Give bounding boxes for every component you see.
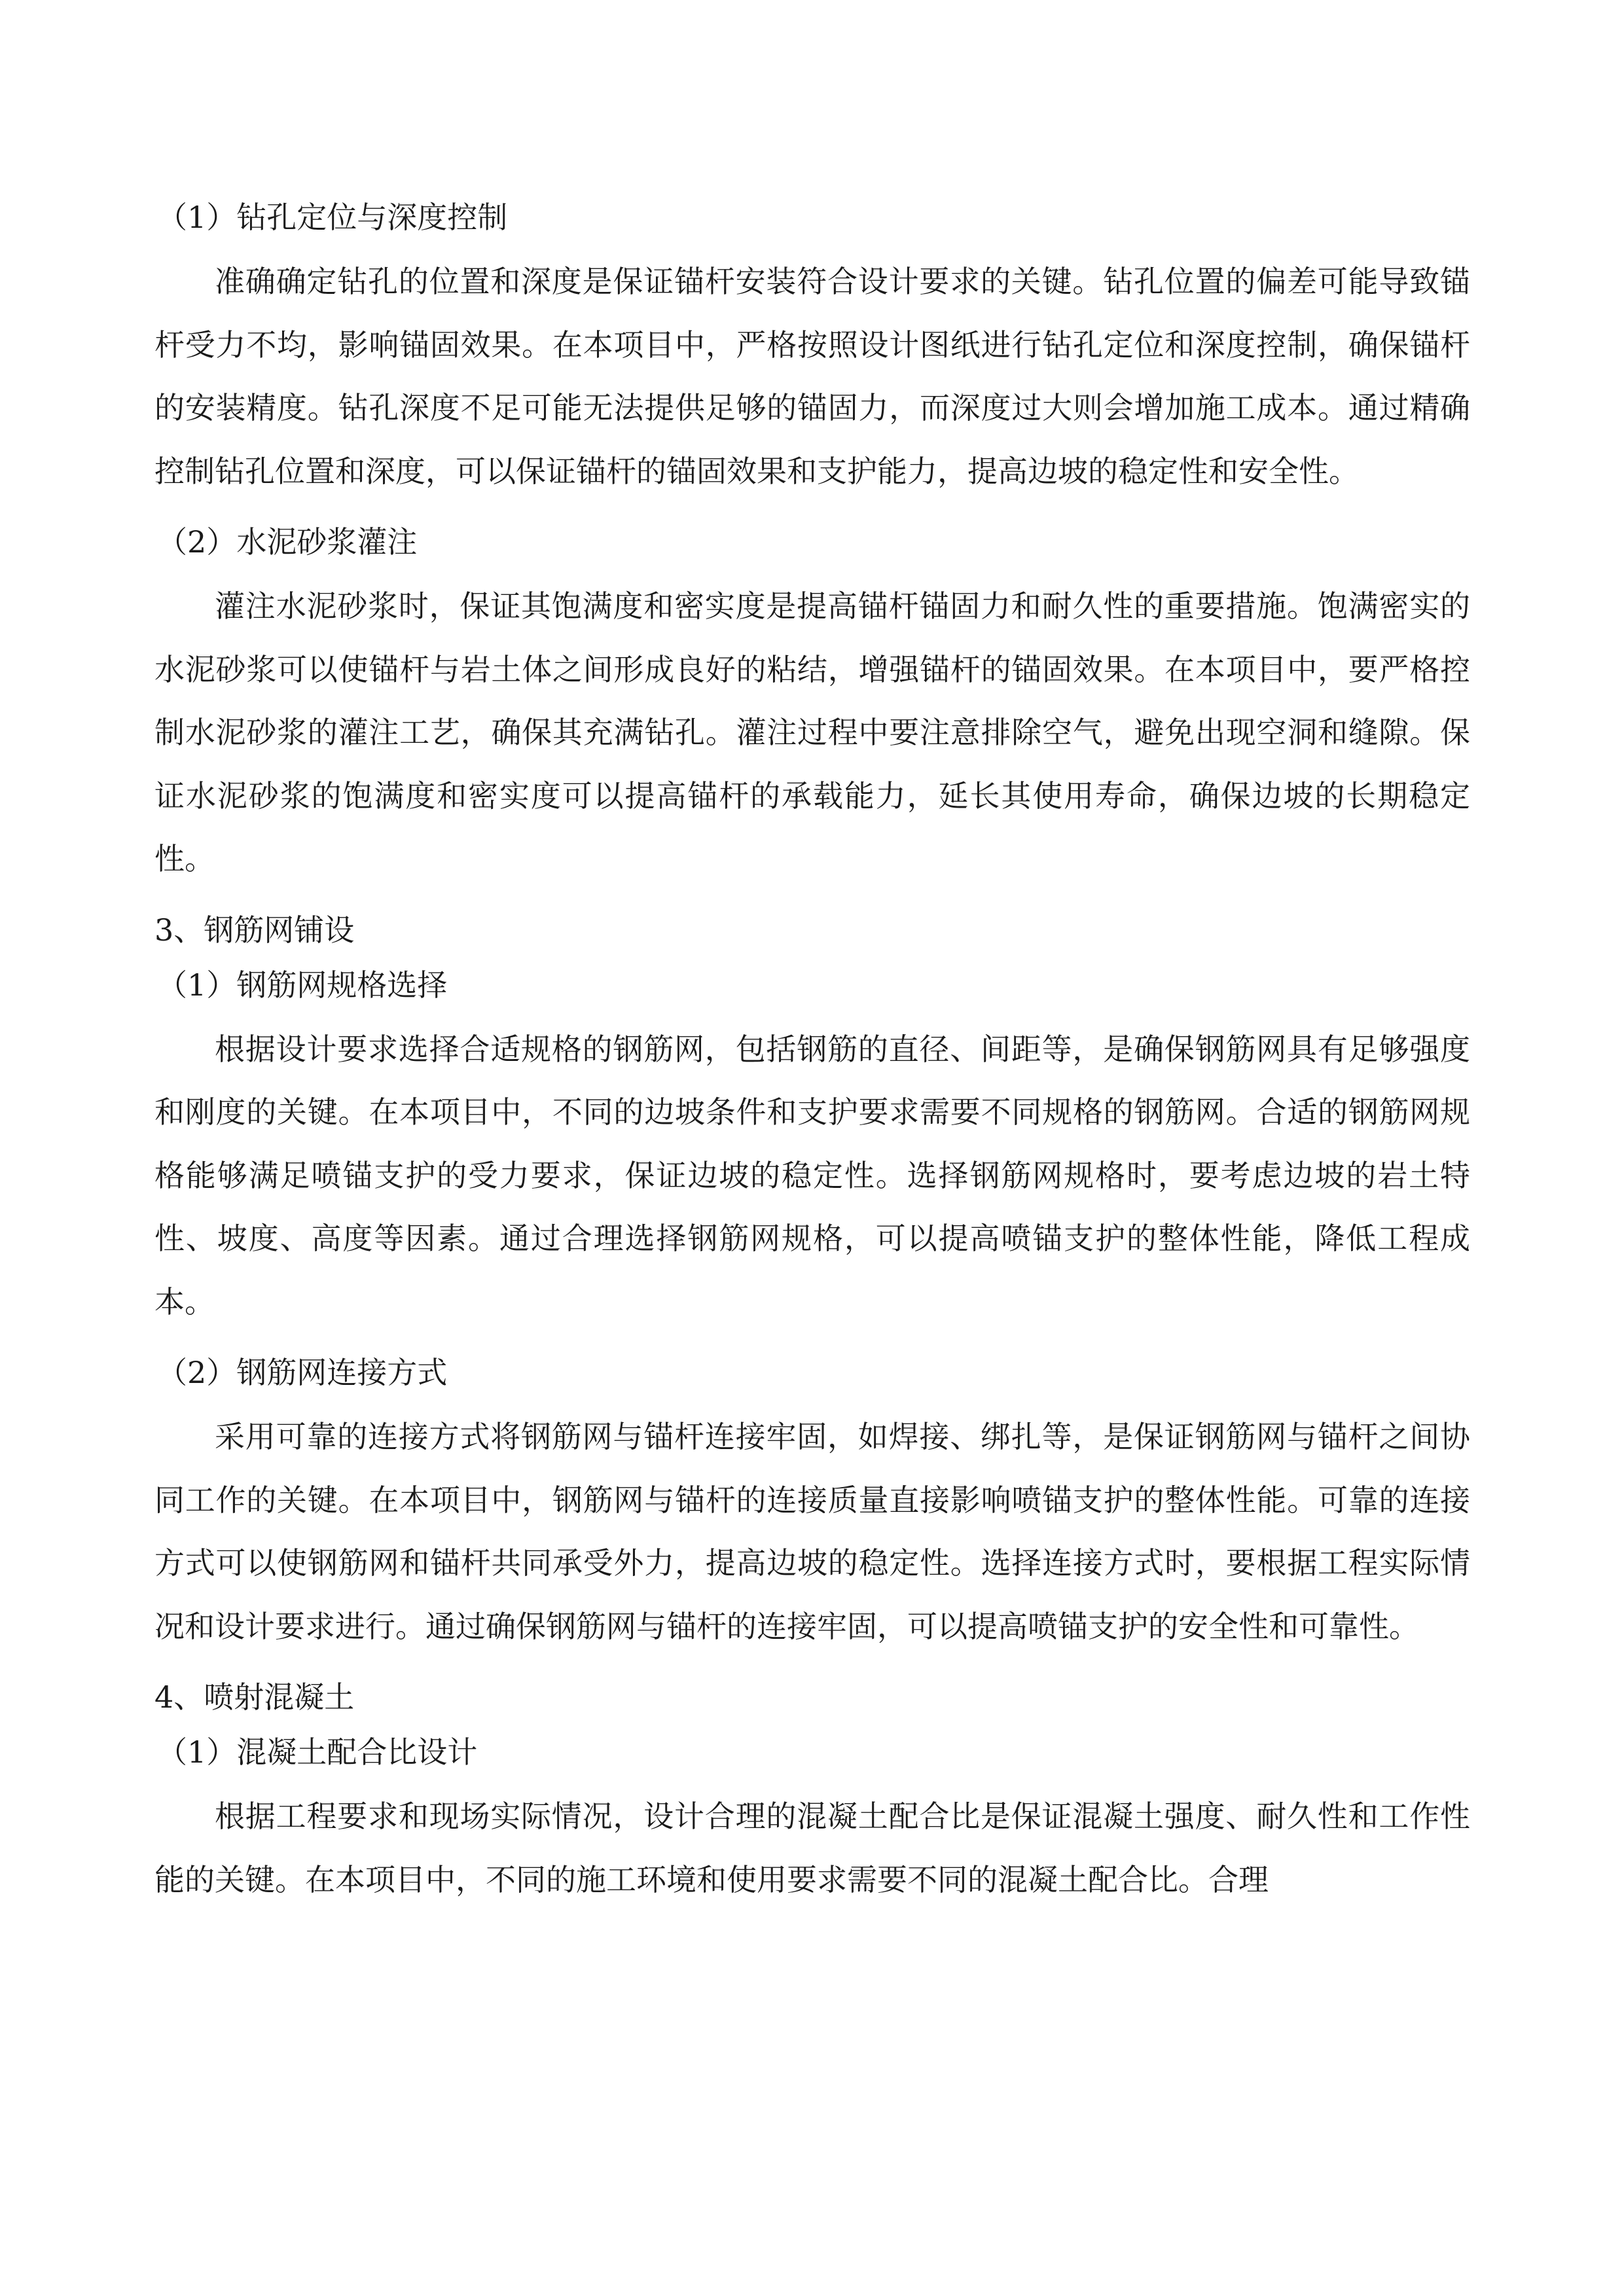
section-heading-grouting: （2）水泥砂浆灌注 [157, 524, 418, 560]
document-body [154, 194, 1470, 1911]
paragraph-mix-design: 根据工程要求和现场实际情况，设计合理的混凝土配合比是保证混凝土强度、耐久性和工作性能的关键。在本项目中，不同的施工环境和使用要求需要不同的混凝土配合比。合理 [154, 1799, 1470, 1897]
paragraph-grouting: 灌注水泥砂浆时，保证其饱满度和密实度是提高锚杆锚固力和耐久性的重要措施。饱满密实的水泥砂浆可以使锚杆与岩土体之间形成良好的粘结，增强锚杆的锚固效果。在本项目中，要严格控制水泥砂浆的灌注工艺，确保其充满钻孔。灌注过程中要注意排除空气，避免出现空洞和缝隙。保证水泥砂浆的饱满度和密实度可以提高锚杆的承载能力，延长其使用寿命，确保边坡的长期稳定性。 [154, 588, 1470, 876]
section-heading-mix-design: （1）混凝土配合比设计 [157, 1734, 478, 1770]
section-heading-mesh-connection: （2）钢筋网连接方式 [157, 1355, 448, 1390]
paragraph-mesh-connection: 采用可靠的连接方式将钢筋网与锚杆连接牢固，如焊接、绑扎等，是保证钢筋网与锚杆之间协同工作的关键。在本项目中，钢筋网与锚杆的连接质量直接影响喷锚支护的整体性能。可靠的连接方式可以使钢筋网和锚杆共同承受外力，提高边坡的稳定性。选择连接方式时，要根据工程实际情况和设计要求进行。通过确保钢筋网与锚杆的连接牢固，可以提高喷锚支护的安全性和可靠性。 [154, 1419, 1470, 1644]
section-heading-shotcrete: 4、喷射混凝土 [154, 1679, 355, 1715]
paragraph-mesh-spec: 根据设计要求选择合适规格的钢筋网，包括钢筋的直径、间距等，是确保钢筋网具有足够强度和刚度的关键。在本项目中，不同的边坡条件和支护要求需要不同规格的钢筋网。合适的钢筋网规格能够满足喷锚支护的受力要求，保证边坡的稳定性。选择钢筋网规格时，要考虑边坡的岩土特性、坡度、高度等因素。通过合理选择钢筋网规格，可以提高喷锚支护的整体性能，降低工程成本。 [154, 1031, 1470, 1319]
section-heading-drilling: （1）钻孔定位与深度控制 [157, 200, 508, 235]
section-heading-mesh-spec: （1）钢筋网规格选择 [157, 967, 448, 1003]
paragraph-drilling: 准确确定钻孔的位置和深度是保证锚杆安装符合设计要求的关键。钻孔位置的偏差可能导致锚杆受力不均，影响锚固效果。在本项目中，严格按照设计图纸进行钻孔定位和深度控制，确保锚杆的安装精度。钻孔深度不足可能无法提供足够的锚固力，而深度过大则会增加施工成本。通过精确控制钻孔位置和深度，可以保证锚杆的锚固效果和支护能力，提高边坡的稳定性和安全性。 [154, 264, 1470, 489]
section-heading-mesh-laying: 3、钢筋网铺设 [154, 912, 355, 948]
